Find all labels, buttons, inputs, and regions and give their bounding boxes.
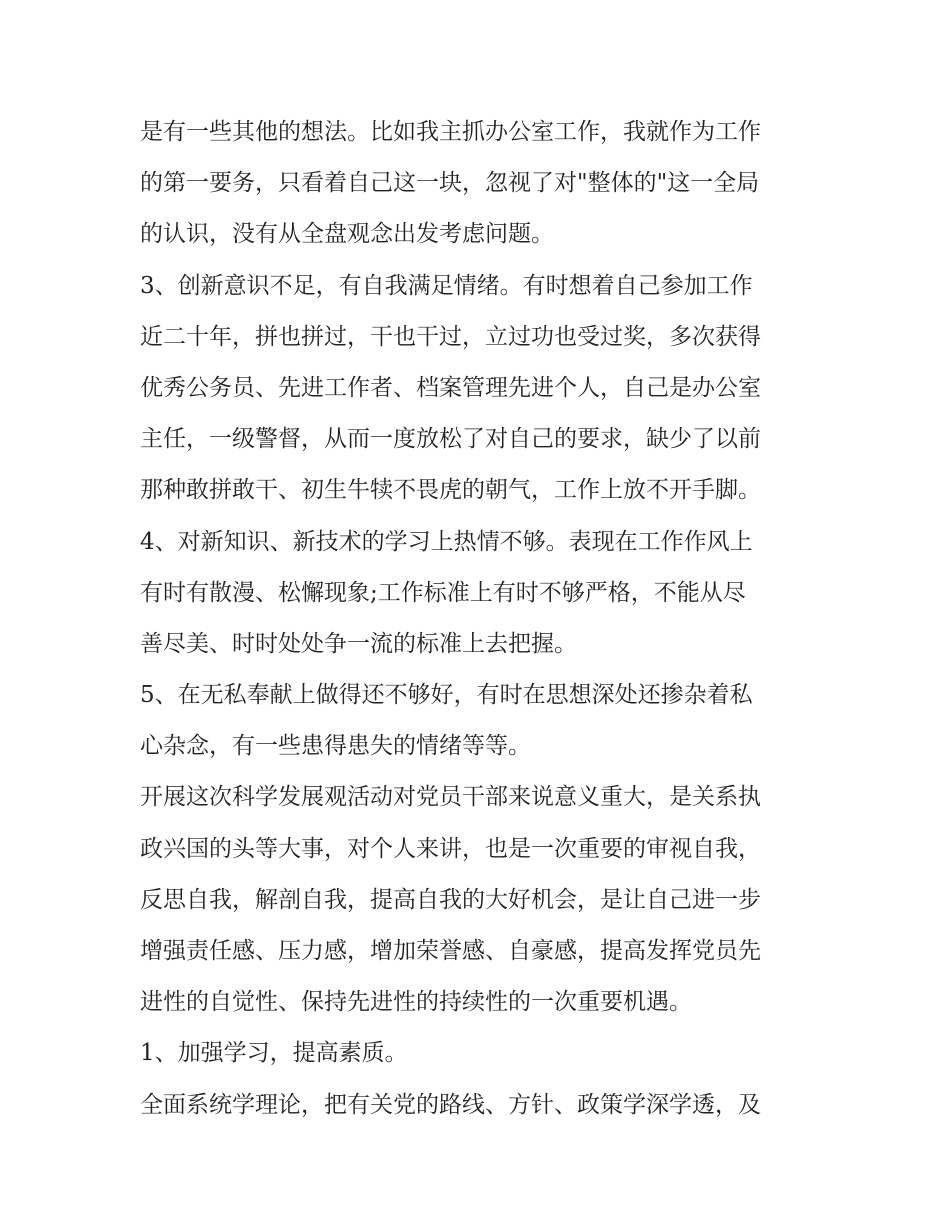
text-line-13: 心杂念，有一些患得患失的情绪等等。 [140, 733, 531, 760]
text-line-19: 1、加强学习，提高素质。 [140, 1040, 408, 1067]
text-line-10: 有时有散漫、松懈现象;工作标准上有时不够严格，不能从尽 [140, 579, 746, 606]
text-line-5: 近二十年，拼也拼过，干也干过，立过功也受过奖，多次获得 [140, 323, 761, 350]
text-line-17: 增强责任感、压力感，增加荣誉感、自豪感，提高发挥党员先 [140, 938, 761, 964]
text-line-8: 那种敢拼敢干、初生牛犊不畏虎的朝气，工作上放不开手脚。 [140, 477, 761, 504]
text-line-1: 是有一些其他的想法。比如我主抓办公室工作，我就作为工作 [140, 119, 761, 145]
text-line-16: 反思自我，解剖自我，提高自我的大好机会，是让自己进一步 [140, 886, 761, 913]
text-line-6: 优秀公务员、先进工作者、档案管理先进个人，自己是办公室 [140, 374, 761, 401]
text-line-9: 4、对新知识、新技术的学习上热情不够。表现在工作作风上 [140, 528, 753, 555]
text-line-18: 进性的自觉性、保持先进性的持续性的一次重要机遇。 [140, 989, 692, 1016]
text-line-7: 主任，一级警督，从而一度放松了对自己的要求，缺少了以前 [140, 426, 761, 453]
document-body [140, 107, 820, 1131]
text-line-2: 的第一要务，只看着自己这一块，忽视了对"整体的"这一全局 [140, 170, 760, 197]
text-line-3: 的认识，没有从全盘观念出发考虑问题。 [140, 221, 554, 248]
text-line-11: 善尽美、时时处处争一流的标准上去把握。 [140, 630, 577, 657]
text-line-12: 5、在无私奉献上做得还不够好，有时在思想深处还掺杂着私 [140, 682, 753, 709]
text-line-14: 开展这次科学发展观活动对党员干部来说意义重大，是关系执 [140, 784, 761, 811]
text-line-20: 全面系统学理论，把有关党的路线、方针、政策学深学透，及 [140, 1091, 761, 1118]
text-line-15: 政兴国的头等大事，对个人来讲，也是一次重要的审视自我， [140, 835, 761, 862]
text-line-4: 3、创新意识不足，有自我满足情绪。有时想着自己参加工作 [140, 272, 753, 299]
